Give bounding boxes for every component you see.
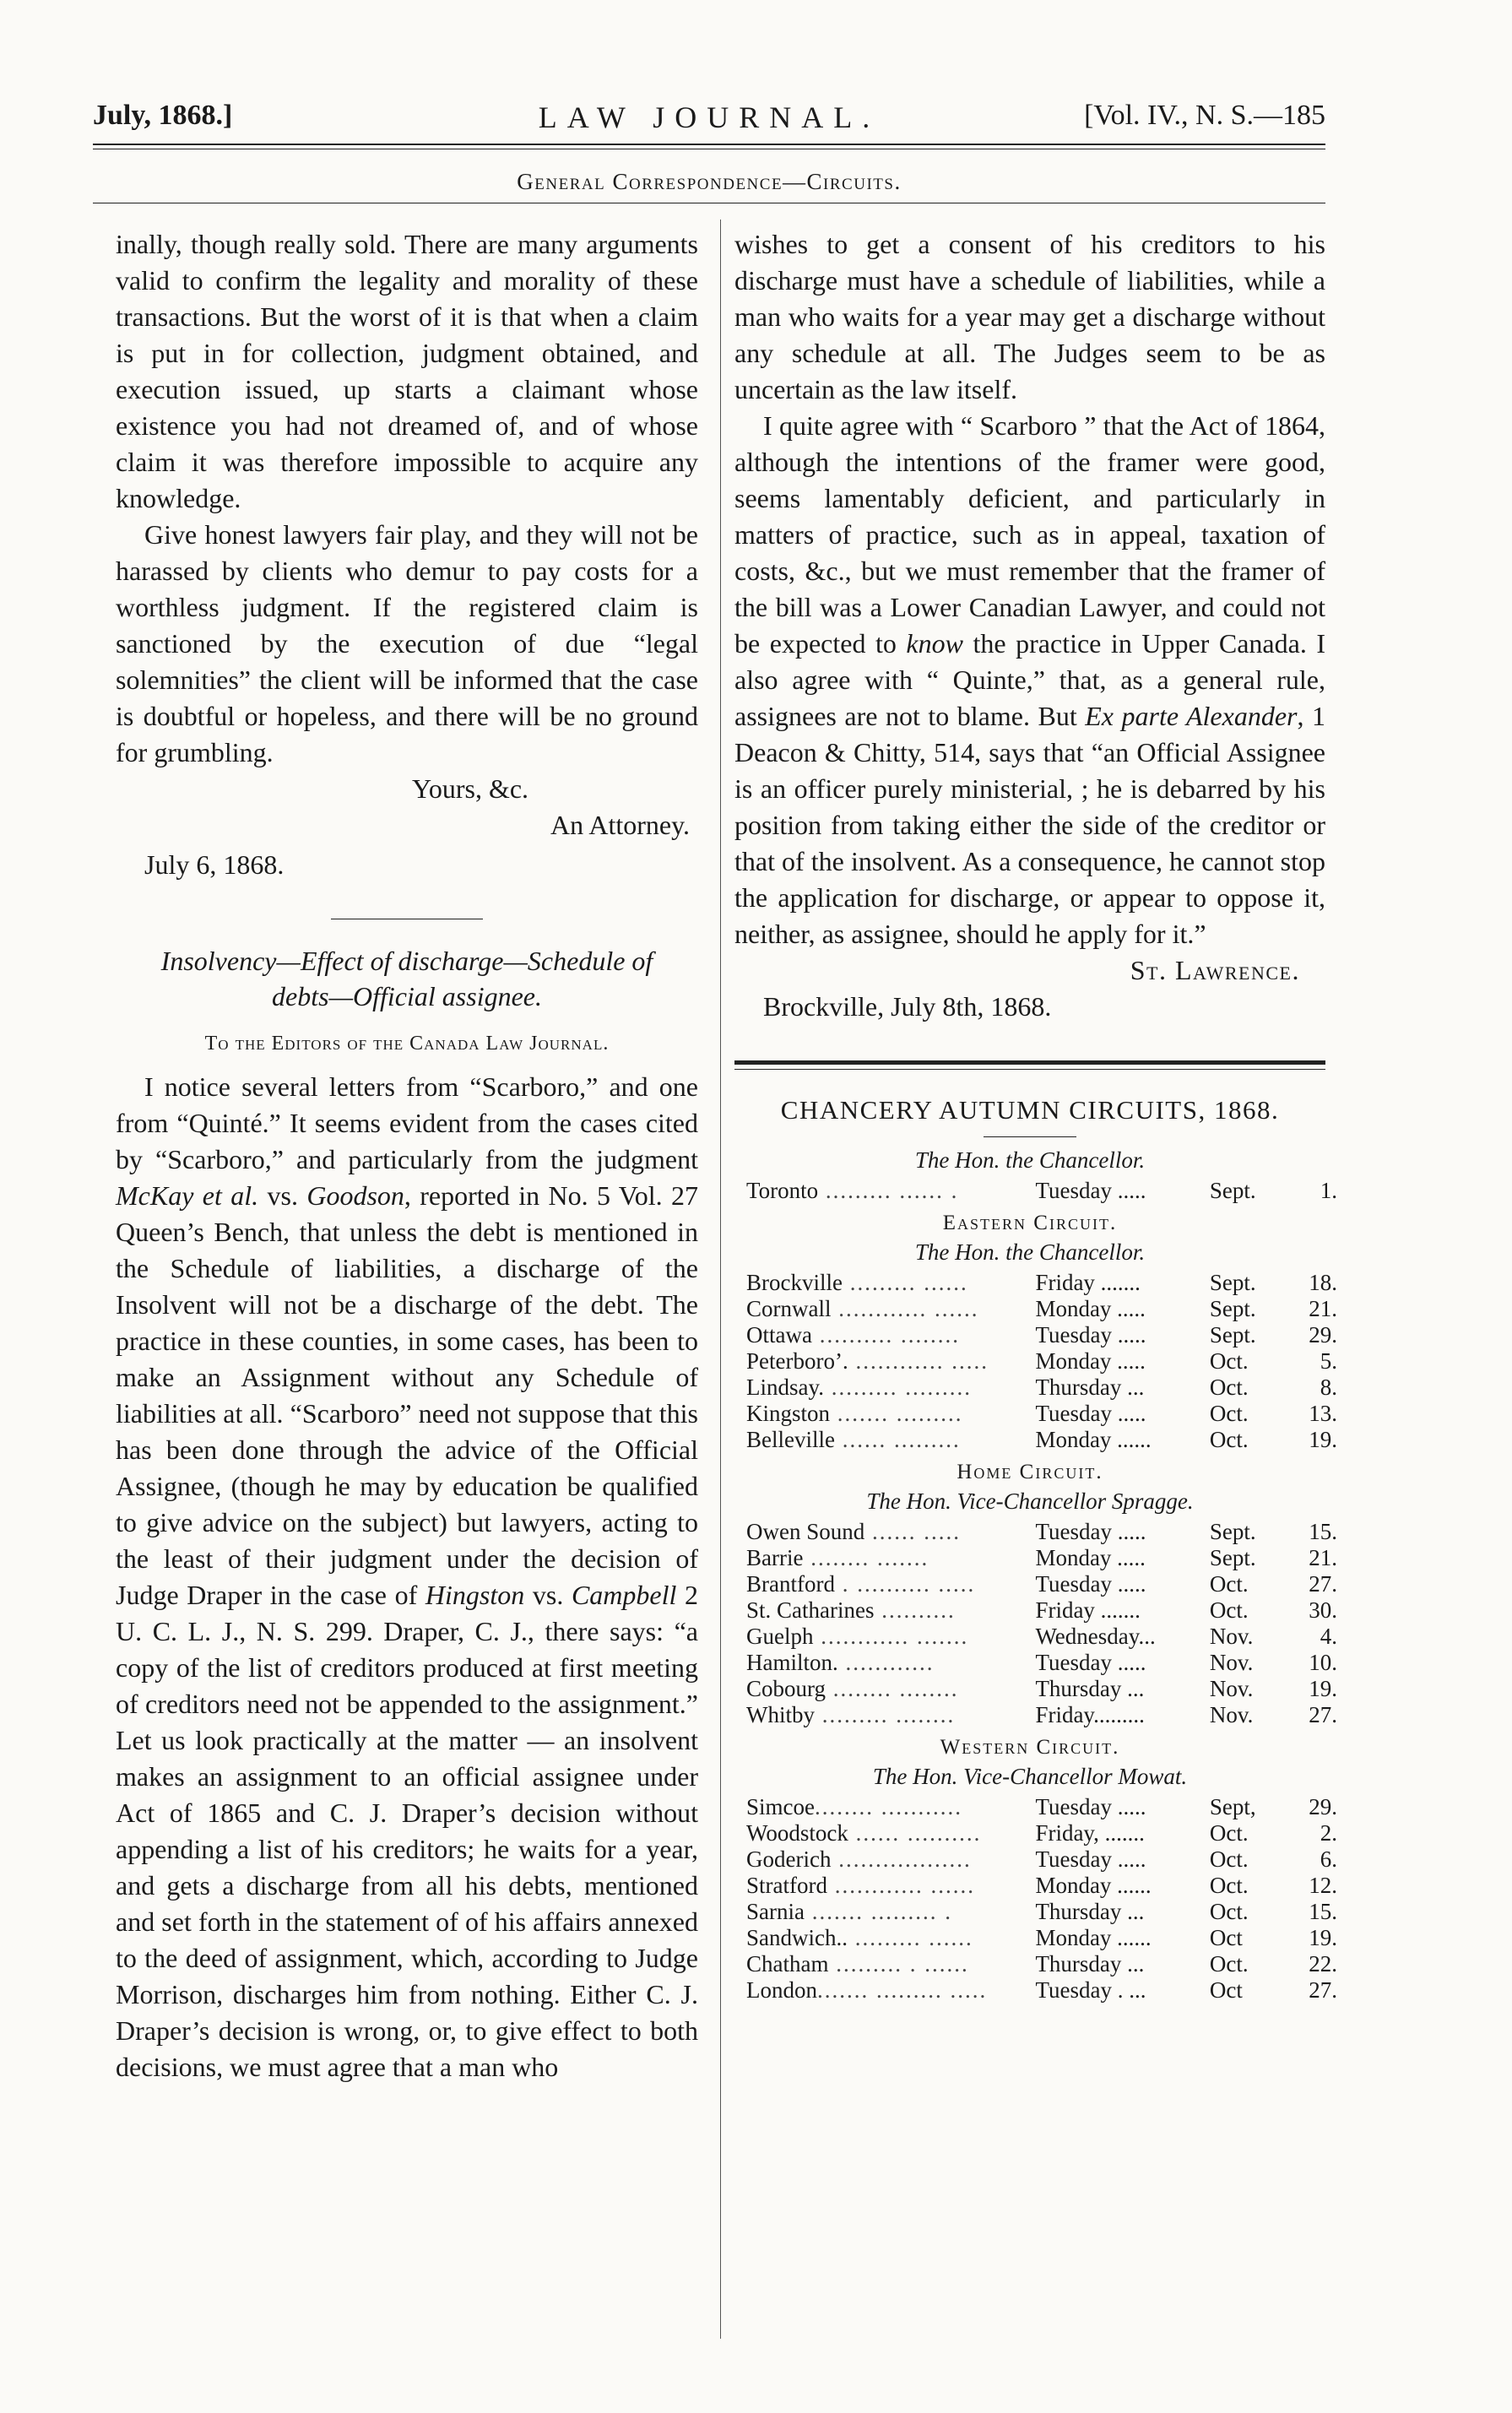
home-circuit-judge: The Hon. Vice-Chancellor Spragge. (866, 1488, 1194, 1514)
sitting-day: Monday ..... (1035, 1296, 1146, 1321)
sitting-date: 27. (1309, 1977, 1337, 2003)
sitting-date: 15. (1309, 1519, 1337, 1544)
eastern-circuit-heading: Eastern Circuit. (942, 1212, 1118, 1234)
town-name: Sarnia (746, 1899, 805, 1924)
sitting-date: 19. (1309, 1676, 1337, 1701)
sitting-day: Tuesday ..... (1035, 1519, 1146, 1544)
sitting-town (746, 1794, 1035, 1820)
town-name: Goderich (746, 1846, 832, 1872)
sitting-town (746, 1296, 1035, 1322)
sitting-town (746, 1925, 1035, 1951)
sitting-town (746, 1270, 1035, 1296)
leader-dots: ....... ......... ..... (817, 1977, 988, 2003)
leader-dots: ......... ...... . (818, 1178, 959, 1203)
header-journal-title: LAW JOURNAL. (538, 100, 881, 134)
sitting-town (746, 1597, 1035, 1624)
schedule-row (746, 1873, 1337, 1899)
sitting-town (746, 1624, 1035, 1650)
sitting-date: 30. (1309, 1597, 1337, 1623)
letter-title (116, 943, 698, 1014)
leader-dots: .......... (874, 1597, 956, 1623)
schedule-row (746, 1322, 1337, 1348)
sitting-town (746, 1650, 1035, 1676)
sitting-date: 21. (1309, 1296, 1337, 1321)
schedule-row (746, 1375, 1337, 1401)
sitting-date: 19. (1309, 1925, 1337, 1950)
body-text: vs. (258, 1180, 307, 1211)
letter-body (116, 1069, 698, 2085)
sitting-day: Wednesday... (1035, 1624, 1156, 1649)
sitting-date: 4. (1320, 1624, 1337, 1649)
leader-dots: .......... ........ (811, 1322, 960, 1347)
section-heading: General Correspondence—Circuits. (517, 169, 902, 194)
schedule-row (746, 1545, 1337, 1571)
header-volume-page: [Vol. IV., N. S.—185 (1084, 100, 1325, 131)
body-text: 2 U. C. L. J., N. S. 299. Draper, C. J., there says: “a copy of the list of creditors produced at first meeting of creditors need not be appended to the assignment.” Let us look practically at the matter — an insolvent makes an assignment to an official assignee under Act of 1865 and C. J. Draper’s decision without appending a list of his creditors; he waits for a year, and gets a discharge from all his debts, mentioned and set forth in the statement of of his affairs annexed to the deed of assignment, which, according to Judge Morrison, discharges him from nothing. Either C. J. Draper’s decision is wrong, or, to give effect to both decisions, we must agree that a man who (116, 1580, 699, 2082)
sitting-town (746, 1846, 1035, 1873)
letter-date: July 6, 1868. (144, 849, 285, 880)
western-circuit-heading: Western Circuit. (940, 1736, 1120, 1759)
leader-dots: ............ (837, 1650, 935, 1675)
sitting-month: Oct. (1209, 1846, 1249, 1872)
sitting-town (746, 1375, 1035, 1401)
sitting-date: 21. (1309, 1545, 1337, 1570)
eastern-circuit-judge: The Hon. the Chancellor. (914, 1239, 1146, 1265)
sitting-day: Tuesday ..... (1035, 1571, 1146, 1597)
town-name: Simcoe (746, 1794, 815, 1819)
schedule-row (746, 1650, 1337, 1676)
sitting-day: Tuesday ..... (1035, 1322, 1146, 1347)
sitting-month: Oct. (1209, 1820, 1249, 1846)
town-name: Sandwich.. (746, 1925, 848, 1950)
town-name: Toronto (746, 1178, 819, 1203)
sitting-date: 19. (1309, 1427, 1337, 1452)
home-circuit-schedule (746, 1519, 1337, 1728)
case-name: Hingston (425, 1580, 525, 1610)
toronto-schedule (746, 1178, 1337, 1204)
sitting-month: Oct. (1209, 1375, 1249, 1400)
leader-dots: ...... ......... (834, 1427, 961, 1452)
town-name: Whitby (746, 1702, 815, 1727)
sitting-date: 8. (1320, 1375, 1337, 1400)
sitting-month: Oct (1209, 1925, 1243, 1950)
sitting-month: Oct. (1209, 1401, 1249, 1426)
header-rule (93, 144, 1325, 149)
schedule-row (746, 1820, 1337, 1846)
right-column (734, 226, 1337, 2009)
left-column (116, 226, 698, 2085)
sitting-month: Nov. (1209, 1650, 1254, 1675)
leader-dots: ......... ........ (815, 1702, 956, 1727)
sitting-date: 29. (1309, 1794, 1337, 1819)
closing-yours: Yours, &c. (411, 773, 529, 804)
schedule-row (746, 1178, 1337, 1204)
leader-dots: ........ ........ (826, 1676, 959, 1701)
sitting-day: Tuesday ..... (1035, 1401, 1146, 1426)
town-name: Guelph (746, 1624, 814, 1649)
sitting-town (746, 1899, 1035, 1925)
schedule-row (746, 1427, 1337, 1453)
circuits-thin-rule (734, 1069, 1325, 1070)
signature-st-lawrence: St. Lawrence. (1130, 955, 1300, 985)
schedule-row (746, 1977, 1337, 2004)
sitting-town (746, 1820, 1035, 1846)
sitting-day: Tuesday ..... (1035, 1178, 1146, 1203)
schedule-row (746, 1348, 1337, 1375)
sitting-day: Friday, ....... (1035, 1820, 1145, 1846)
sitting-day: Monday ..... (1035, 1348, 1146, 1374)
letter-title-line: debts—Official assignee. (272, 981, 542, 1011)
body-text: , reported in No. 5 Vol. 27 Queen’s Bench, that unless the debt is mentioned in the Schedule of liabilities, a discharge of the Insolvent will not be a discharge of the debt. The practice in these counties, in some cases, has been to make an Assignment without any Schedule of liabilities at all. “Scarboro” need not suppose that this has been done through the advice of the Official Assignee, (though he may by education be qualified to give advice on the subject) but lawyers, acting to the least of their judgment under the decision of Judge Draper in the case of (116, 1180, 699, 1610)
sitting-month: Sept. (1209, 1322, 1256, 1347)
town-name: Woodstock (746, 1820, 848, 1846)
sitting-date: 1. (1320, 1178, 1337, 1203)
sitting-day: Thursday ... (1035, 1899, 1145, 1924)
sitting-day: Monday ..... (1035, 1545, 1146, 1570)
town-name: Barrie (746, 1545, 804, 1570)
leader-dots: ....... ......... (830, 1401, 963, 1426)
sitting-date: 15. (1309, 1899, 1337, 1924)
leader-dots: ............ ...... (826, 1873, 975, 1898)
sitting-day: Thursday ... (1035, 1676, 1145, 1701)
schedule-row (746, 1846, 1337, 1873)
home-circuit-heading: Home Circuit. (957, 1461, 1103, 1483)
signature-an-attorney: An Attorney. (550, 810, 690, 840)
leader-dots: ......... ...... (847, 1925, 973, 1950)
leader-dots: ............ ..... (848, 1348, 989, 1374)
sitting-town (746, 1951, 1035, 1977)
town-name: London (746, 1977, 817, 2003)
sitting-day: Monday ...... (1035, 1427, 1152, 1452)
sitting-town (746, 1427, 1035, 1453)
case-name: McKay et al. (116, 1180, 259, 1211)
sitting-month: Oct. (1209, 1899, 1249, 1924)
western-circuit-schedule (746, 1794, 1337, 2004)
sitting-town (746, 1401, 1035, 1427)
sitting-day: Tuesday . ... (1035, 1977, 1146, 2003)
sitting-month: Oct. (1209, 1951, 1249, 1976)
schedule-row (746, 1571, 1337, 1597)
sitting-month: Sept. (1209, 1270, 1256, 1295)
sitting-month: Sept, (1209, 1794, 1256, 1819)
town-name: Brantford (746, 1571, 835, 1597)
sitting-date: 27. (1309, 1571, 1337, 1597)
leader-dots: ........ ....... (803, 1545, 929, 1570)
schedule-row (746, 1270, 1337, 1296)
sitting-month: Oct (1209, 1977, 1243, 2003)
sitting-day: Friday......... (1035, 1702, 1145, 1727)
sitting-month: Nov. (1209, 1624, 1254, 1649)
sitting-month: Oct. (1209, 1597, 1249, 1623)
letter-continuation-paragraph: inally, though really sold. There are many arguments valid to confirm the legality and morality of these transactions. But the worst of it is that when a claim is put in for collection, judgment obtained, and execution issued, up starts a claimant whose existence you had not dreamed of, and of whose claim it was therefore impossible to acquire any knowledge. (116, 229, 698, 513)
emphasis-know: know (906, 628, 963, 659)
western-circuit-judge: The Hon. Vice-Chancellor Mowat. (872, 1764, 1188, 1789)
town-name: Hamilton. (746, 1650, 838, 1675)
schedule-row (746, 1702, 1337, 1728)
sitting-town (746, 1348, 1035, 1375)
sitting-town (746, 1873, 1035, 1899)
schedule-row (746, 1951, 1337, 1977)
letter-paragraph (734, 408, 1325, 952)
sitting-day: Monday ...... (1035, 1873, 1152, 1898)
body-text: vs. (524, 1580, 572, 1610)
case-name: Ex parte Alexander (1085, 701, 1298, 731)
town-name: Cornwall (746, 1296, 832, 1321)
letter-addressee: To the Editors of the Canada Law Journal. (204, 1033, 610, 1055)
schedule-row (746, 1925, 1337, 1951)
circuits-title-rule (984, 1136, 1076, 1137)
eastern-circuit-schedule (746, 1270, 1337, 1453)
sitting-day: Thursday ... (1035, 1951, 1145, 1976)
leader-dots: ...... .......... (848, 1820, 982, 1846)
leader-dots: ......... ......... (823, 1375, 972, 1400)
sitting-month: Sept. (1209, 1178, 1256, 1203)
leader-dots: ...... ..... (864, 1519, 961, 1544)
sitting-date: 12. (1309, 1873, 1337, 1898)
town-name: Stratford (746, 1873, 827, 1898)
letter-continuation-paragraph: wishes to get a consent of his creditors to his discharge must have a schedule of liabilities, while a man who waits for a year may get a discharge without any schedule at all. The Judges seem to be as uncertain as the law itself. (734, 229, 1325, 404)
sitting-month: Sept. (1209, 1519, 1256, 1544)
toronto-judge: The Hon. the Chancellor. (914, 1147, 1146, 1173)
sitting-day: Thursday ... (1035, 1375, 1145, 1400)
header-date: July, 1868.] (93, 100, 233, 131)
sitting-date: 27. (1309, 1702, 1337, 1727)
sitting-date: 18. (1309, 1270, 1337, 1295)
leader-dots: ......... ...... (842, 1270, 968, 1295)
sitting-town (746, 1322, 1035, 1348)
sitting-day: Tuesday ..... (1035, 1794, 1146, 1819)
schedule-row (746, 1794, 1337, 1820)
body-text: I quite agree with “ Scarboro ” that the Act of 1864, although the intentions of the framer were good, seems lamentably deficient, and particularly in matters of practice, such as in appeal, taxation of costs, &c., but we must remember that the framer of the bill was a Lower Canadian Lawyer, and could not be expected to (734, 410, 1325, 659)
town-name: Peterboro’. (746, 1348, 848, 1374)
sitting-day: Friday ....... (1035, 1597, 1141, 1623)
running-header (93, 100, 1325, 142)
letter-place-date: Brockville, July 8th, 1868. (763, 991, 1052, 1022)
sitting-month: Nov. (1209, 1702, 1254, 1727)
schedule-row (746, 1519, 1337, 1545)
leader-dots: ............ ...... (831, 1296, 979, 1321)
sitting-month: Sept. (1209, 1296, 1256, 1321)
sitting-day: Monday ...... (1035, 1925, 1152, 1950)
town-name: Owen Sound (746, 1519, 865, 1544)
sitting-month: Oct. (1209, 1571, 1249, 1597)
town-name: Kingston (746, 1401, 831, 1426)
sitting-date: 2. (1320, 1820, 1337, 1846)
sitting-month: Oct. (1209, 1873, 1249, 1898)
town-name: St. Catharines (746, 1597, 875, 1623)
sitting-month: Oct. (1209, 1427, 1249, 1452)
letter-title-line: Insolvency—Effect of discharge—Schedule of (160, 946, 653, 976)
sitting-town (746, 1571, 1035, 1597)
sitting-date: 22. (1309, 1951, 1337, 1976)
town-name: Lindsay. (746, 1375, 824, 1400)
circuits-thick-rule (734, 1060, 1325, 1065)
town-name: Belleville (746, 1427, 835, 1452)
sitting-date: 29. (1309, 1322, 1337, 1347)
schedule-row (746, 1597, 1337, 1624)
sitting-day: Friday ....... (1035, 1270, 1141, 1295)
sitting-date: 6. (1320, 1846, 1337, 1872)
schedule-row (746, 1401, 1337, 1427)
sitting-date: 13. (1309, 1401, 1337, 1426)
body-text: , 1 Deacon & Chitty, 514, says that “an Official Assignee is an officer purely ministerial, ; he is debarred by his position from taking either the side of the creditor or that of the insolvent. As a consequence, he cannot stop the application for discharge, or appear to oppose it, neither, as assignee, should he apply for it.” (734, 701, 1326, 949)
column-divider (720, 220, 721, 2339)
leader-dots: . .......... ..... (834, 1571, 976, 1597)
town-name: Cobourg (746, 1676, 826, 1701)
sitting-month: Nov. (1209, 1676, 1254, 1701)
sitting-town (746, 1977, 1035, 2004)
leader-dots: .................. (831, 1846, 972, 1872)
leader-dots: ....... ......... . (804, 1899, 952, 1924)
sitting-date: 5. (1320, 1348, 1337, 1374)
schedule-row (746, 1296, 1337, 1322)
sitting-town (746, 1702, 1035, 1728)
sitting-month: Sept. (1209, 1545, 1256, 1570)
sitting-day: Tuesday ..... (1035, 1650, 1146, 1675)
sitting-day: Tuesday ..... (1035, 1846, 1146, 1872)
body-text: the practice in Upper Canada. I also agree with “ Quinte,” that, as a general rule, assignees are not to blame. But (734, 628, 1326, 731)
schedule-row (746, 1899, 1337, 1925)
leader-dots: ............ ....... (813, 1624, 969, 1649)
sitting-month: Oct. (1209, 1348, 1249, 1374)
schedule-row (746, 1676, 1337, 1702)
case-name: Campbell (571, 1580, 677, 1610)
letter-paragraph: Give honest lawyers fair play, and they will not be harassed by clients who demur to pay costs for a worthless judgment. If the registered claim is sanctioned by the execution of due “legal solemnities” the client will be informed that the case is doubtful or hopeless, and there will be no ground for grumbling. (116, 519, 698, 767)
sitting-date: 10. (1309, 1650, 1337, 1675)
town-name: Chatham (746, 1951, 829, 1976)
leader-dots: ......... . ...... (828, 1951, 969, 1976)
schedule-row (746, 1624, 1337, 1650)
sitting-town (746, 1676, 1035, 1702)
sitting-town (746, 1545, 1035, 1571)
town-name: Brockville (746, 1270, 843, 1295)
sitting-town (746, 1519, 1035, 1545)
leader-dots: ........ ........... (815, 1794, 962, 1819)
case-name: Goodson (306, 1180, 404, 1211)
circuits-title: CHANCERY AUTUMN CIRCUITS, 1868. (780, 1095, 1280, 1125)
sitting-town (746, 1178, 1035, 1204)
town-name: Ottawa (746, 1322, 812, 1347)
body-text: I notice several letters from “Scarboro,” and one from “Quinté.” It seems evident from the cases cited by “Scarboro,” and particularly from the judgment (116, 1071, 698, 1174)
